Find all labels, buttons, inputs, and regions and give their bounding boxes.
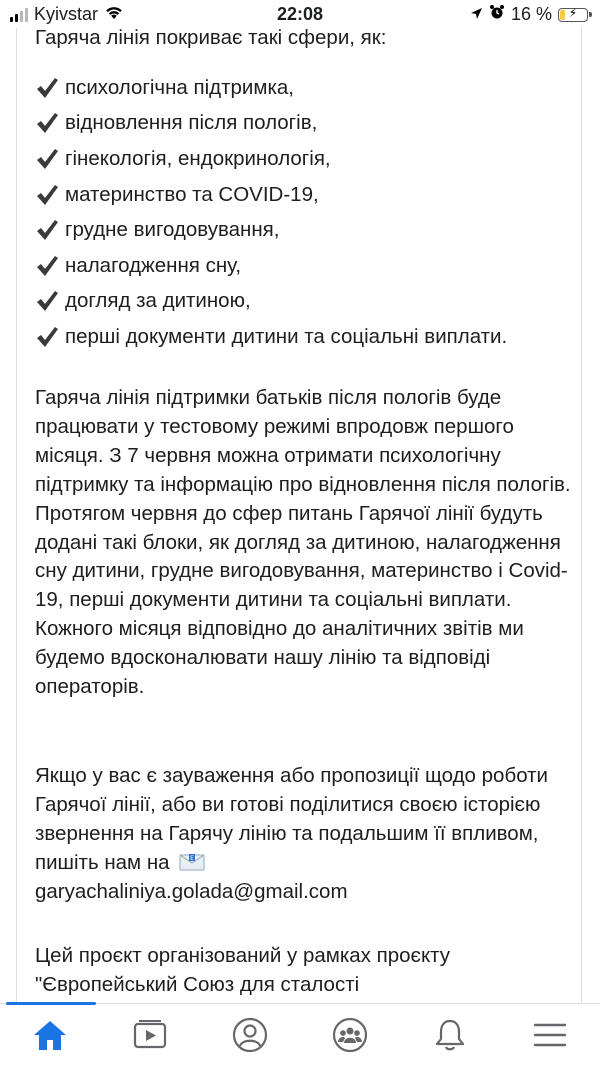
nav-notifications-button[interactable] xyxy=(400,1004,500,1066)
feature-list-item xyxy=(35,70,507,106)
battery-percent: 16 % xyxy=(510,4,552,24)
checkmark-icon xyxy=(35,77,65,99)
checkmark-icon xyxy=(35,112,65,134)
feature-list-item xyxy=(35,319,507,355)
carrier-name: Kyivstar xyxy=(34,4,99,24)
feature-list-item xyxy=(35,106,507,142)
paragraph-project: Цей проєкт організований у рамках проєкту "Європейський Союз для сталості xyxy=(35,944,451,996)
status-left xyxy=(10,4,124,25)
nav-watch-button[interactable] xyxy=(100,1004,200,1066)
feature-list-item-label: відновлення після пологів, xyxy=(65,111,318,135)
checkmark-icon xyxy=(35,326,65,348)
checkmark-icon xyxy=(35,290,65,312)
signal-icon xyxy=(10,8,28,22)
email-link[interactable]: garyachaliniya.golada@gmail.com xyxy=(35,879,348,903)
nav-groups-button[interactable] xyxy=(300,1004,400,1066)
feature-list-item-label: материнство та COVID-19, xyxy=(65,182,319,206)
feature-list-item-label: перші документи дитини та соціальні виплати. xyxy=(65,324,508,348)
feature-list-item-label: гінекологія, ендокринологія, xyxy=(65,146,331,170)
groups-icon xyxy=(332,1017,368,1053)
bell-icon xyxy=(432,1017,468,1053)
profile-icon xyxy=(232,1017,268,1053)
location-arrow-icon xyxy=(470,4,483,25)
nav-menu-button[interactable] xyxy=(500,1004,600,1066)
feature-list-item-label: налагодження сну, xyxy=(65,253,242,277)
post-content xyxy=(16,28,582,1004)
status-right xyxy=(470,4,588,25)
bottom-nav xyxy=(0,1003,600,1066)
paragraph-feedback-text: Якщо у вас є зауваження або пропозиції щодо роботи Гарячої лінії, або ви готові поділитися своєю історією звернення на Гарячу лінію та подальшим її впливом, пишіть нам на xyxy=(35,764,548,874)
battery-icon: ⚡ xyxy=(558,8,588,22)
svg-text:E: E xyxy=(190,854,195,862)
checkmark-icon xyxy=(35,219,65,241)
feature-list-item xyxy=(35,141,507,177)
feature-list-item xyxy=(35,177,507,213)
alarm-clock-icon xyxy=(489,4,505,25)
feature-list-item xyxy=(35,284,507,320)
hamburger-menu-icon xyxy=(532,1020,568,1050)
nav-profile-button[interactable] xyxy=(200,1004,300,1066)
feature-list-item xyxy=(35,248,507,284)
home-icon xyxy=(32,1018,68,1052)
feature-list xyxy=(35,70,507,355)
clock: 22:08 xyxy=(276,4,324,24)
paragraph-feedback xyxy=(35,762,571,907)
feature-list-item-label: психологічна підтримка, xyxy=(65,75,294,99)
checkmark-icon xyxy=(35,255,65,277)
feature-list-item-label: грудне вигодовування, xyxy=(65,218,280,242)
feature-list-item-label: догляд за дитиною, xyxy=(65,289,251,313)
feature-list-item xyxy=(35,212,507,248)
intro-text: Гаряча лінія покриває такі сфери, як: xyxy=(35,28,387,49)
nav-home-button[interactable] xyxy=(0,1004,100,1066)
checkmark-icon xyxy=(35,184,65,206)
paragraph-test-mode: Гаряча лінія підтримки батьків після пологів буде працювати у тестовому режимі впродовж першого місяця. З 7 червня можна отримати психологічну підтримку та інформацію про відновлення після пологів. Протягом червня до сфер питань Гарячої лінії будуть додані такі блоки, як догляд за дитиною, налагодження сну дитини, грудне вигодовування, материнство і Covid-19, перші документи дитини та соціальні виплати. Кожного місяця відповідно до аналітичних звітів ми будемо вдосконалювати нашу лінію та відповіді операторів. xyxy=(35,386,571,699)
wifi-icon xyxy=(104,4,124,25)
envelope-icon xyxy=(179,851,205,869)
checkmark-icon xyxy=(35,148,65,170)
video-play-icon xyxy=(132,1019,168,1051)
